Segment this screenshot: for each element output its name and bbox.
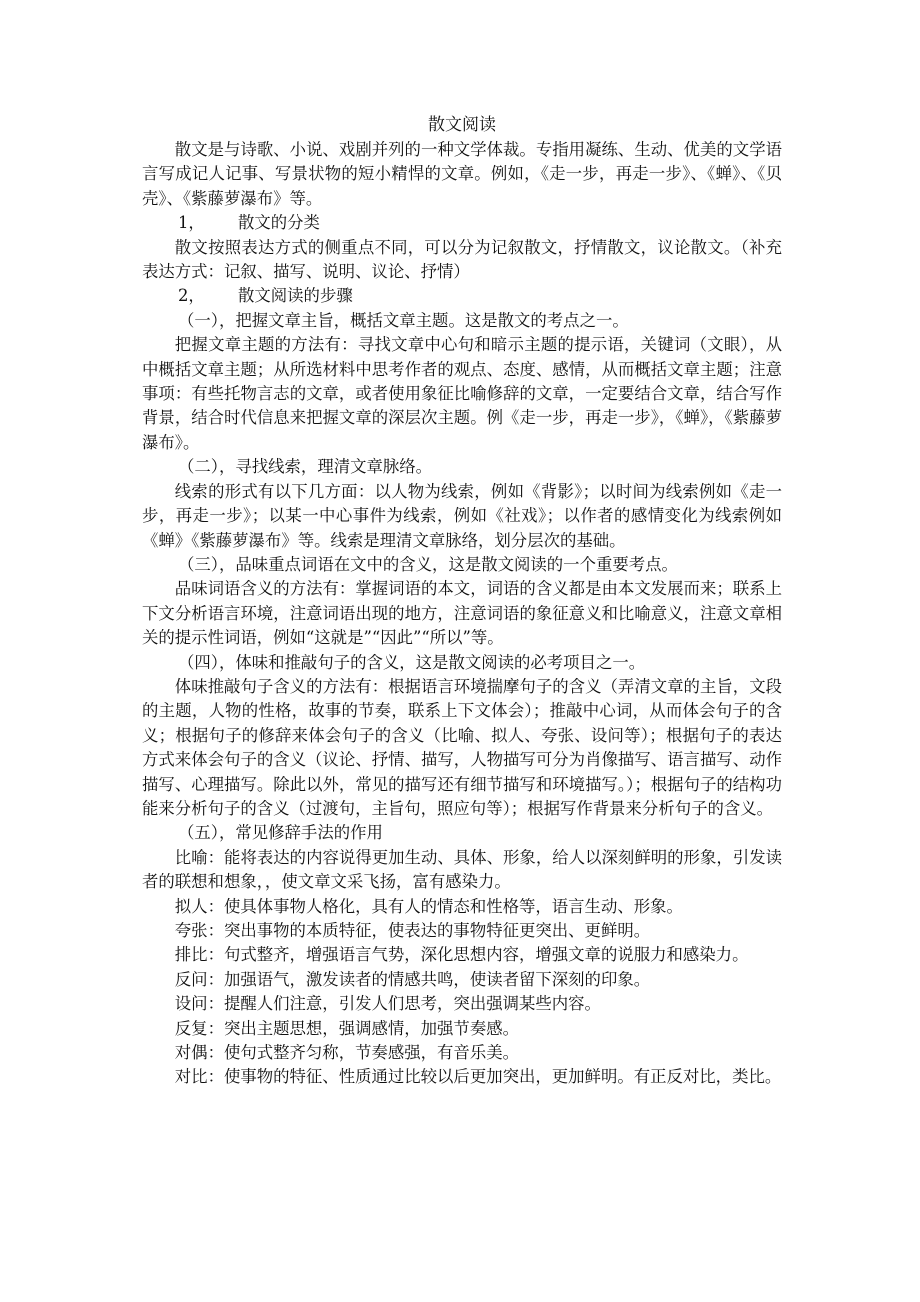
document-title: 散文阅读: [428, 115, 496, 135]
section-title: 散文的分类: [238, 213, 320, 233]
step5-heading: （五），常见修辞手法的作用: [178, 823, 383, 843]
rhetoric-item-rhetorical-question: 反问：加强语气，激发读者的情感共鸣，使读者留下深刻的印象。: [174, 969, 651, 989]
rhetoric-item-repetition: 反复：突出主题思想，强调感情，加强节奏感。: [174, 1018, 519, 1038]
step3-paragraph: 品味词语含义的方法有：掌握词语的本文，词语的含义都是由本文发展而来；联系上下文分析语言环境，注意词语出现的地方，注意词语的象征意义和比喻意义，注意文章相关的提示性词语，例如“这就是”“因此”“所以”等。: [142, 579, 782, 648]
step2-paragraph: 线索的形式有以下几方面：以人物为线索，例如《背影》；以时间为线索例如《走一步，再走一步》；以某一中心事件为线索，例如《社戏》；以作者的感情变化为线索例如《蝉》《紫藤萝瀑布》等。线索是理清文章脉络，划分层次的基础。: [142, 481, 782, 550]
rhetoric-item-hyperbole: 夸张：突出事物的本质特征，使表达的事物特征更突出、更鲜明。: [174, 921, 651, 940]
step1-heading: （一），把握文章主旨，概括文章主题。这是散文的考点之一。: [178, 310, 629, 330]
rhetoric-item-contrast: 对比：使事物的特征、性质通过比较以后更加突出，更加鲜明。有正反对比，类比。: [174, 1067, 782, 1087]
rhetoric-item-question-answer: 设问：提醒人们注意，引发人们思考，突出强调某些内容。: [174, 994, 601, 1014]
intro-paragraph: 散文是与诗歌、小说、戏剧并列的一种文学体裁。专指用凝练、生动、优美的文学语言写成记人记事、写景状物的短小精悍的文章。例如，《走一步，再走一步》、《蝉》、《贝壳》、《紫藤萝瀑布》等。: [142, 140, 782, 208]
document-page: [142, 112, 782, 1090]
step4-heading: （四），体味和推敲句子的含义，这是散文阅读的必考项目之一。: [178, 652, 646, 672]
section-number: 2，: [178, 286, 205, 306]
section-heading-steps: [142, 284, 782, 308]
step2-heading: （二），寻找线索，理清文章脉络。: [178, 457, 433, 477]
step1-paragraph: 把握文章主题的方法有：寻找文章中心句和暗示主题的提示语，关键词（文眼），从中概括文章主题；从所选材料中思考作者的观点、态度、感情，从而概括文章主题；注意事项：有些托物言志的文章，或者使用象征比喻修辞的文章，一定要结合文章，结合写作背景，结合时代信息来把握文章的深层次主题。例《走一步，再走一步》，《蝉》，《紫藤萝瀑布》。: [142, 335, 782, 452]
section-title: 散文阅读的步骤: [238, 286, 353, 306]
rhetoric-item-parallelism: 排比：句式整齐，增强语言气势，深化思想内容，增强文章的说服力和感染力。: [174, 945, 749, 965]
step3-heading: （三），品味重点词语在文中的含义，这是散文阅读的一个重要考点。: [178, 554, 678, 574]
rhetoric-item-metaphor: 比喻：能将表达的内容说得更加生动、具体、形象，给人以深刻鲜明的形象，引发读者的联想和想象，，使文章文采飞扬，富有感染力。: [142, 847, 782, 892]
rhetoric-item-personification: 拟人：使具体事物人格化，具有人的情态和性格等，语言生动、形象。: [174, 896, 683, 916]
classification-paragraph: 散文按照表达方式的侧重点不同，可以分为记叙散文，抒情散文，议论散文。（补充表达方式：记叙、描写、说明、议论、抒情）: [142, 237, 782, 282]
section-heading-classification: [142, 211, 782, 235]
section-number: 1，: [178, 213, 205, 233]
rhetoric-item-antithesis: 对偶：使句式整齐匀称，节奏感强，有音乐美。: [174, 1043, 519, 1063]
step4-paragraph: 体味推敲句子含义的方法有：根据语言环境揣摩句子的含义（弄清文章的主旨，文段的主题，人物的性格，故事的节奏，联系上下文体会）；推敲中心词，从而体会句子的含义；根据句子的修辞来体会句子的含义（比喻、拟人、夸张、设问等）；根据句子的表达方式来体会句子的含义（议论、抒情、描写，人物描写可分为肖像描写、语言描写、动作描写、心理描写。除此以外，常见的描写还有细节描写和环境描写。）；根据句子的结构功能来分析句子的含义（过渡句，主旨句，照应句等）；根据写作背景来分析句子的含义。: [142, 676, 782, 818]
